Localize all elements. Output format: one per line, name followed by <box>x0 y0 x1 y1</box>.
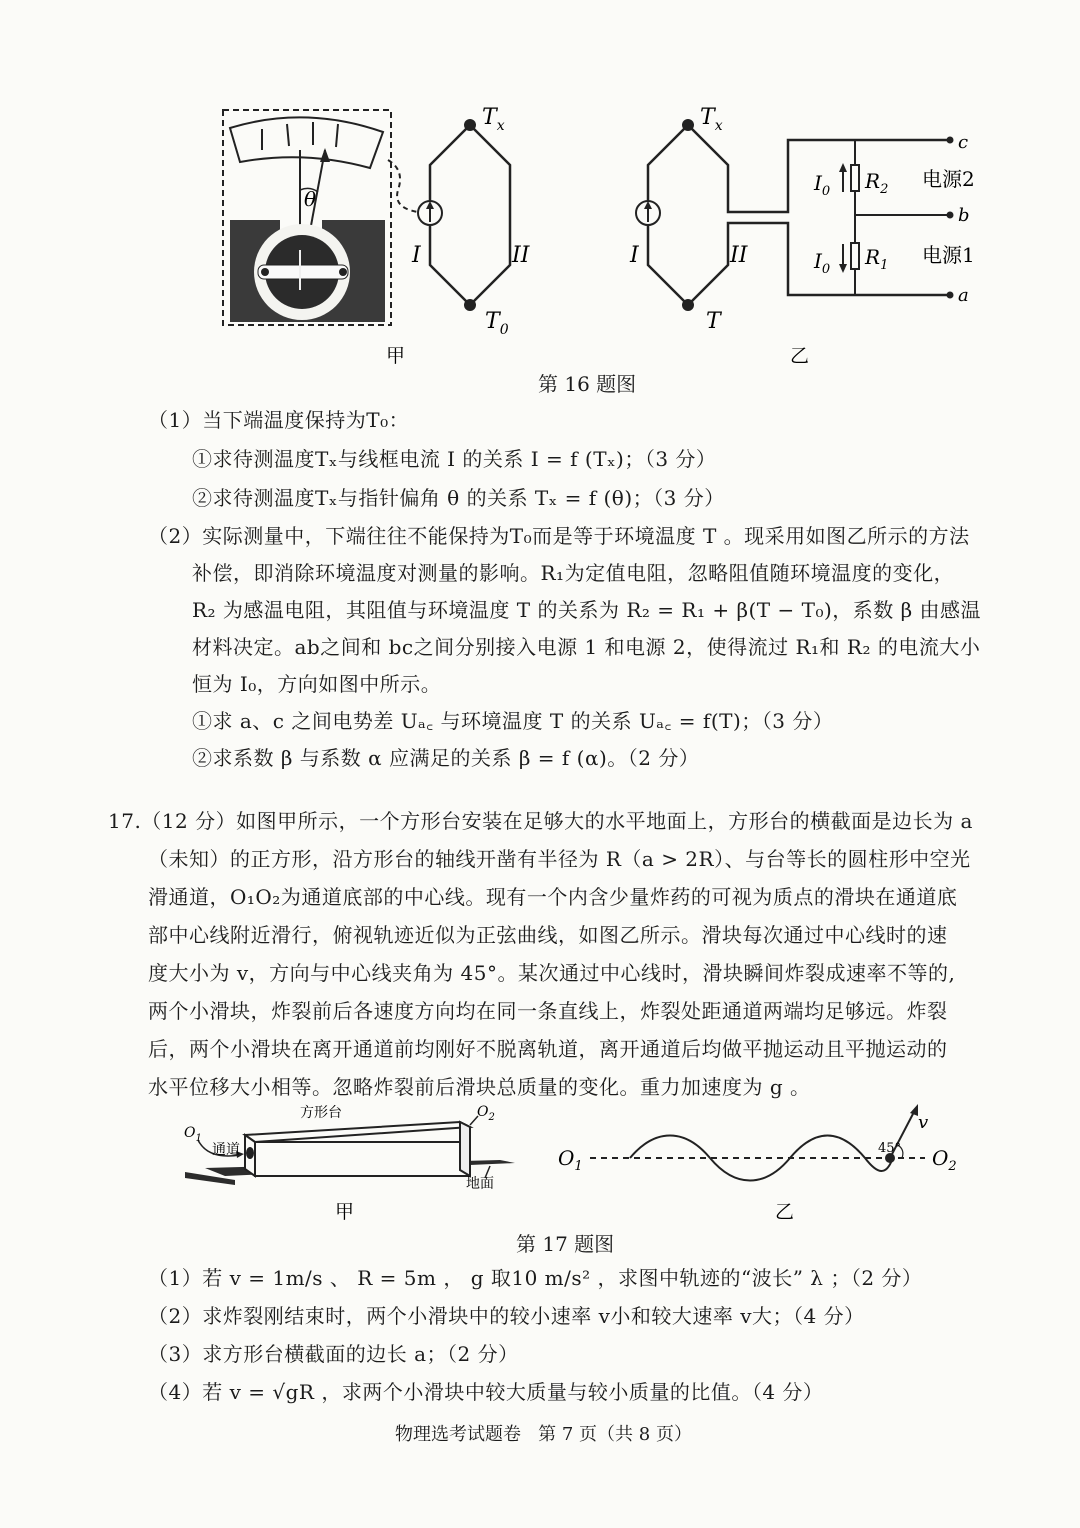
q17-sub2: （2）求炸裂刚结束时，两个小滑块中的较小速率 v小和较大速率 v大；（4 分） <box>148 1304 865 1328</box>
figure-16-caption: 第 16 题图 <box>538 372 637 396</box>
label-channel: 通道 <box>212 1142 240 1158</box>
q17-line8: 水平位移大小相等。忽略炸裂前后滑块总质量的变化。重力加速度为 g 。 <box>148 1075 811 1099</box>
q16-part2-line2: 补偿，即消除环境温度对测量的影响。R₁为定值电阻，忽略阻值随环境温度的变化， <box>192 561 955 585</box>
q17-sub3: （3）求方形台横截面的边长 a；（2 分） <box>148 1342 519 1366</box>
label-O2-yi: $O_2$ <box>932 1146 957 1174</box>
label-O1-jia: $O_1$ <box>184 1125 202 1144</box>
label-I-yi: I <box>630 243 639 268</box>
q17-sub4: （4）若 v = √gR ，求两个小滑块中较大质量与较小质量的比值。（4 分） <box>148 1380 824 1404</box>
label-45deg: 45° <box>878 1141 902 1156</box>
terminal-a: a <box>958 285 969 306</box>
terminal-b: b <box>958 205 970 226</box>
trajectory-drawing <box>558 1104 957 1181</box>
theta-label: θ <box>304 187 317 211</box>
q17-line2: （未知）的正方形，沿方形台的轴线开凿有半径为 R（a > 2R）、与台等长的圆柱形中空光 <box>148 847 971 871</box>
q17-sub1: （1）若 v = 1m/s 、 R = 5m ， g 取10 m/s² ，求图中轨迹的“波长” λ ；（2 分） <box>148 1266 923 1290</box>
label-II-yi: II <box>730 243 748 268</box>
label-I-jia: I <box>412 243 421 268</box>
q16-part2-line3: R₂ 为感温电阻，其阻值与环境温度 T 的关系为 R₂ = R₁ + β(T − T₀)，系数 β 由感温 <box>192 598 982 622</box>
q17-line1: 17.（12 分）如图甲所示，一个方形台安装在足够大的水平地面上，方形台的横截面是边长为 a <box>108 809 973 833</box>
label-T0: $T_0$ <box>485 309 509 338</box>
q16-part1-b: ②求待测温度Tₓ与指针偏角 θ 的关系 Tₓ = f (θ)；（3 分） <box>192 486 725 510</box>
label-Tx-yi: $T_x$ <box>700 105 723 134</box>
q17-line7: 后，两个小滑块在离开通道前均刚好不脱离轨道，离开通道后均做平抛运动且平抛运动的 <box>148 1037 948 1061</box>
label-I0-top: $I_0$ <box>814 171 831 199</box>
label-O2-jia: $O_2$ <box>477 1104 495 1123</box>
figure-17-caption: 第 17 题图 <box>516 1232 615 1256</box>
q16-part2-b: ②求系数 β 与系数 α 应满足的关系 β = f (α)。（2 分） <box>192 746 700 770</box>
q16-part2-a: ①求 a、c 之间电势差 Uₐ꜀ 与环境温度 T 的关系 Uₐ꜀ = f(T)；（3 分） <box>192 709 834 733</box>
label-T: T <box>706 309 721 334</box>
label-jia-16: 甲 <box>386 345 406 367</box>
platform-drawing <box>184 1104 515 1192</box>
label-jia-17: 甲 <box>335 1201 355 1223</box>
figure-16 <box>0 90 1080 390</box>
label-R2: $R_2$ <box>865 169 889 197</box>
terminal-c: c <box>958 132 969 153</box>
label-v: v <box>918 1112 929 1133</box>
label-yi-16: 乙 <box>790 345 810 367</box>
q17-line3: 滑通道，O₁O₂为通道底部的中心线。现有一个内含少量炸药的可视为质点的滑块在通道底 <box>148 885 958 909</box>
thermocouple-frame-yi <box>629 105 975 334</box>
q16-part2-line5: 恒为 I₀，方向如图中所示。 <box>192 672 442 696</box>
q16-part1: （1）当下端温度保持为T₀： <box>148 408 410 432</box>
q16-part1-a: ①求待测温度Tₓ与线框电流 I 的关系 I = f (Tₓ)；（3 分） <box>192 447 717 471</box>
q17-line4: 部中心线附近滑行，俯视轨迹近似为正弦曲线，如图乙所示。滑块每次通过中心线时的速 <box>148 923 948 947</box>
label-yi-17: 乙 <box>775 1201 795 1223</box>
label-R1: $R_1$ <box>865 245 889 273</box>
label-Tx-jia: $T_x$ <box>482 105 505 134</box>
q16-part2-line4: 材料决定。ab之间和 bc之间分别接入电源 1 和电源 2，使得流过 R₁和 R₂ 的电流大小 <box>192 635 981 659</box>
q17-line6: 两个小滑块，炸裂前后各速度方向均在同一条直线上，炸裂处距通道两端均足够远。炸裂 <box>148 999 948 1023</box>
page-footer: 物理选考试题卷 第 7 页（共 8 页） <box>395 1424 692 1445</box>
label-ground: 地面 <box>466 1176 494 1192</box>
meter-instrument <box>223 110 391 325</box>
q16-part2-line1: （2）实际测量中，下端往往不能保持为T₀而是等于环境温度 T 。现采用如图乙所示的方法 <box>148 524 970 548</box>
label-source1: 电源1 <box>922 243 975 267</box>
label-II-jia: II <box>512 243 530 268</box>
figure-17 <box>0 1100 1080 1230</box>
label-platform: 方形台 <box>300 1105 342 1121</box>
thermocouple-frame-jia <box>411 105 531 338</box>
label-source2: 电源2 <box>922 167 975 191</box>
label-O1-yi: $O_1$ <box>558 1146 583 1174</box>
label-I0-bottom: $I_0$ <box>814 249 831 277</box>
q17-line5: 度大小为 v，方向与中心线夹角为 45°。某次通过中心线时，滑块瞬间炸裂成速率不等的, <box>148 961 956 985</box>
